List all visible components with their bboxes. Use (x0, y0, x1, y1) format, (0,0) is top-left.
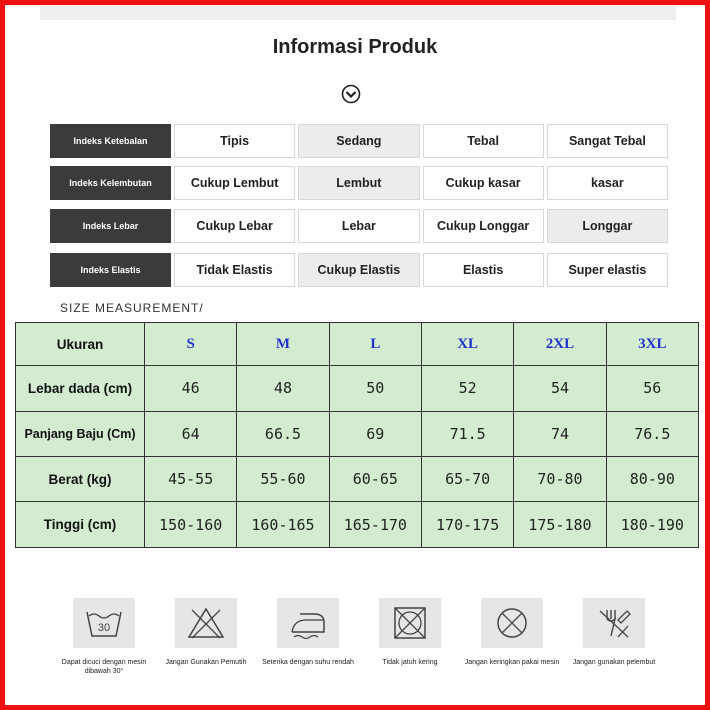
page-title: Informasi Produk (272, 36, 438, 58)
index-label: Indeks Kelembutan (50, 166, 171, 200)
table-cell: 54 (514, 366, 606, 411)
table-cell: 165-170 (329, 502, 421, 548)
table-row (16, 457, 699, 502)
size-cell: M (237, 323, 329, 366)
care-item-machine-dry (460, 598, 564, 667)
wash-temp-label: 30 (97, 622, 111, 634)
index-value: Cukup kasar (423, 166, 544, 200)
iron-low-icon (286, 606, 330, 640)
index-row-thickness (50, 124, 668, 158)
index-value: Lembut (298, 166, 419, 200)
table-cell: 64 (145, 411, 237, 456)
table-row (16, 411, 699, 456)
care-caption: Dapat dicuci dengan mesin dibawah 30° (61, 659, 147, 675)
table-cell: 65-70 (421, 457, 513, 502)
care-item-tumble (358, 598, 462, 667)
table-cell: 60-65 (329, 457, 421, 502)
size-cell: L (329, 323, 421, 366)
table-cell: 46 (145, 366, 237, 411)
table-cell: 66.5 (237, 411, 329, 456)
table-cell: 150-160 (145, 502, 237, 548)
table-cell: 76.5 (606, 411, 698, 456)
index-value: Longgar (547, 209, 668, 243)
wash-30-icon (84, 606, 124, 640)
index-value: Cukup Elastis (298, 253, 419, 287)
size-cell: 2XL (514, 323, 606, 366)
index-value: Cukup Lebar (174, 209, 295, 243)
table-cell: 160-165 (237, 502, 329, 548)
table-cell: 52 (421, 366, 513, 411)
index-value: Super elastis (547, 253, 668, 287)
care-caption: Jangan Gunakan Pemutih (165, 659, 247, 666)
size-cell: 3XL (606, 323, 698, 366)
size-measurement-title: SIZE MEASUREMENT/ (60, 301, 204, 315)
care-caption: Tidak jatuh kering (382, 659, 438, 666)
table-cell: 50 (329, 366, 421, 411)
table-cell: 56 (606, 366, 698, 411)
table-row (16, 502, 699, 548)
index-label: Indeks Ketebalan (50, 124, 171, 158)
table-row (16, 323, 699, 366)
index-row-width (50, 209, 668, 243)
size-cell: S (145, 323, 237, 366)
no-bleach-icon (186, 606, 226, 640)
table-cell: 80-90 (606, 457, 698, 502)
care-item-softener (562, 598, 666, 667)
no-softener-icon (594, 606, 634, 640)
table-cell: 175-180 (514, 502, 606, 548)
index-row-softness (50, 166, 668, 200)
row-header: Tinggi (cm) (16, 502, 145, 548)
row-header: Panjang Baju (Cm) (16, 411, 145, 456)
index-value: Tipis (174, 124, 295, 158)
table-cell: 48 (237, 366, 329, 411)
table-cell: 74 (514, 411, 606, 456)
index-label: Indeks Lebar (50, 209, 171, 243)
index-value: Cukup Lembut (174, 166, 295, 200)
table-cell: 55-60 (237, 457, 329, 502)
care-caption: Seterika dengan suhu rendah (262, 659, 354, 666)
index-value: Tidak Elastis (174, 253, 295, 287)
care-item-wash (52, 598, 156, 676)
index-value: Lebar (298, 209, 419, 243)
table-cell: 69 (329, 411, 421, 456)
care-caption: Jangan keringkan pakai mesin (464, 659, 560, 666)
size-table (15, 322, 699, 548)
care-item-bleach (154, 598, 258, 667)
care-caption: Jangan gunakan pelembut (572, 659, 656, 666)
table-cell: 70-80 (514, 457, 606, 502)
table-cell: 45-55 (145, 457, 237, 502)
top-gray-strip (40, 6, 676, 20)
table-cell: 71.5 (421, 411, 513, 456)
row-header: Berat (kg) (16, 457, 145, 502)
table-row (16, 366, 699, 411)
index-value: Cukup Longgar (423, 209, 544, 243)
row-header: Ukuran (16, 323, 145, 366)
index-value: Tebal (423, 124, 544, 158)
chevron-down-icon (341, 84, 361, 104)
index-value: Elastis (423, 253, 544, 287)
no-tumble-dry-icon (390, 606, 430, 640)
care-item-iron (256, 598, 360, 667)
index-value: Sangat Tebal (547, 124, 668, 158)
table-cell: 180-190 (606, 502, 698, 548)
no-machine-dry-icon (492, 606, 532, 640)
row-header: Lebar dada (cm) (16, 366, 145, 411)
size-cell: XL (421, 323, 513, 366)
index-row-elasticity (50, 253, 668, 287)
index-label: Indeks Elastis (50, 253, 171, 287)
index-value: kasar (547, 166, 668, 200)
table-cell: 170-175 (421, 502, 513, 548)
index-value: Sedang (298, 124, 419, 158)
